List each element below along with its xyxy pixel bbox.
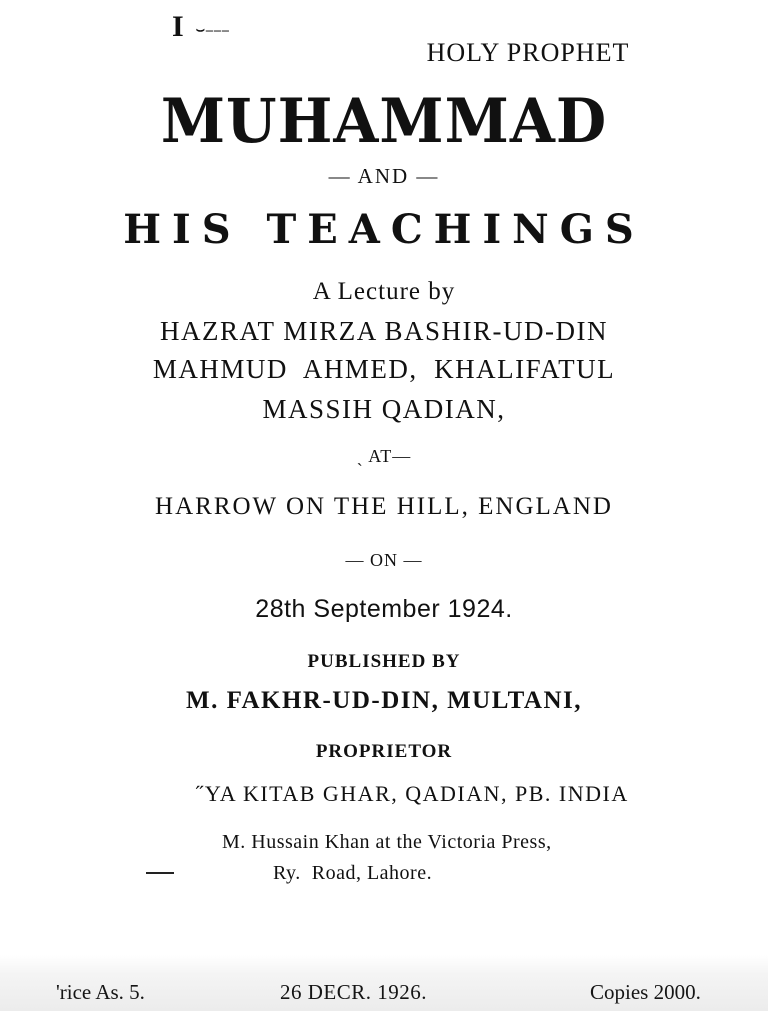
subtitle-top: HOLY PROPHET [426,38,630,67]
author-line: HAZRAT MIRZA BASHIR-UD-DIN [159,316,608,346]
dash-divider [146,872,174,874]
published-by-label: PUBLISHED BY [307,651,461,672]
publisher-name: M. FAKHR-UD-DIN, MULTANI, [185,687,583,714]
title-main: MUHAMMAD [160,85,608,157]
lecture-by-label: A Lecture by [312,278,456,305]
proprietor-label: PROPRIETOR [315,741,453,762]
top-fragment-mark: I [172,10,186,43]
top-fragment [172,10,230,44]
title-second: HIS TEACHINGS [123,206,645,253]
footer-price: 'rice As. 5. [56,980,145,1004]
and-separator: — AND — [328,164,440,188]
author-line: MASSIH QADIAN, [262,394,506,424]
footer-copies: Copies 2000. [590,980,701,1004]
footer-date: 26 DECR. 1926. [280,980,428,1004]
on-separator: — ON — [345,550,423,570]
bookshop-address: ˝YA KITAB GHAR, QADIAN, PB. INDIA [196,781,629,806]
at-separator: ˏ AT— [356,446,412,466]
printer-line-2: Ry. Road, Lahore. [273,862,433,884]
printer-line-1: M. Hussain Khan at the Victoria Press, [222,831,552,853]
lecture-date: 28th September 1924. [255,595,513,623]
top-fragment-scrap: ⌣––– [195,23,230,38]
author-line: MAHMUD AHMED, KHALIFATUL [152,354,616,384]
venue-place: HARROW ON THE HILL, ENGLAND [155,493,613,520]
